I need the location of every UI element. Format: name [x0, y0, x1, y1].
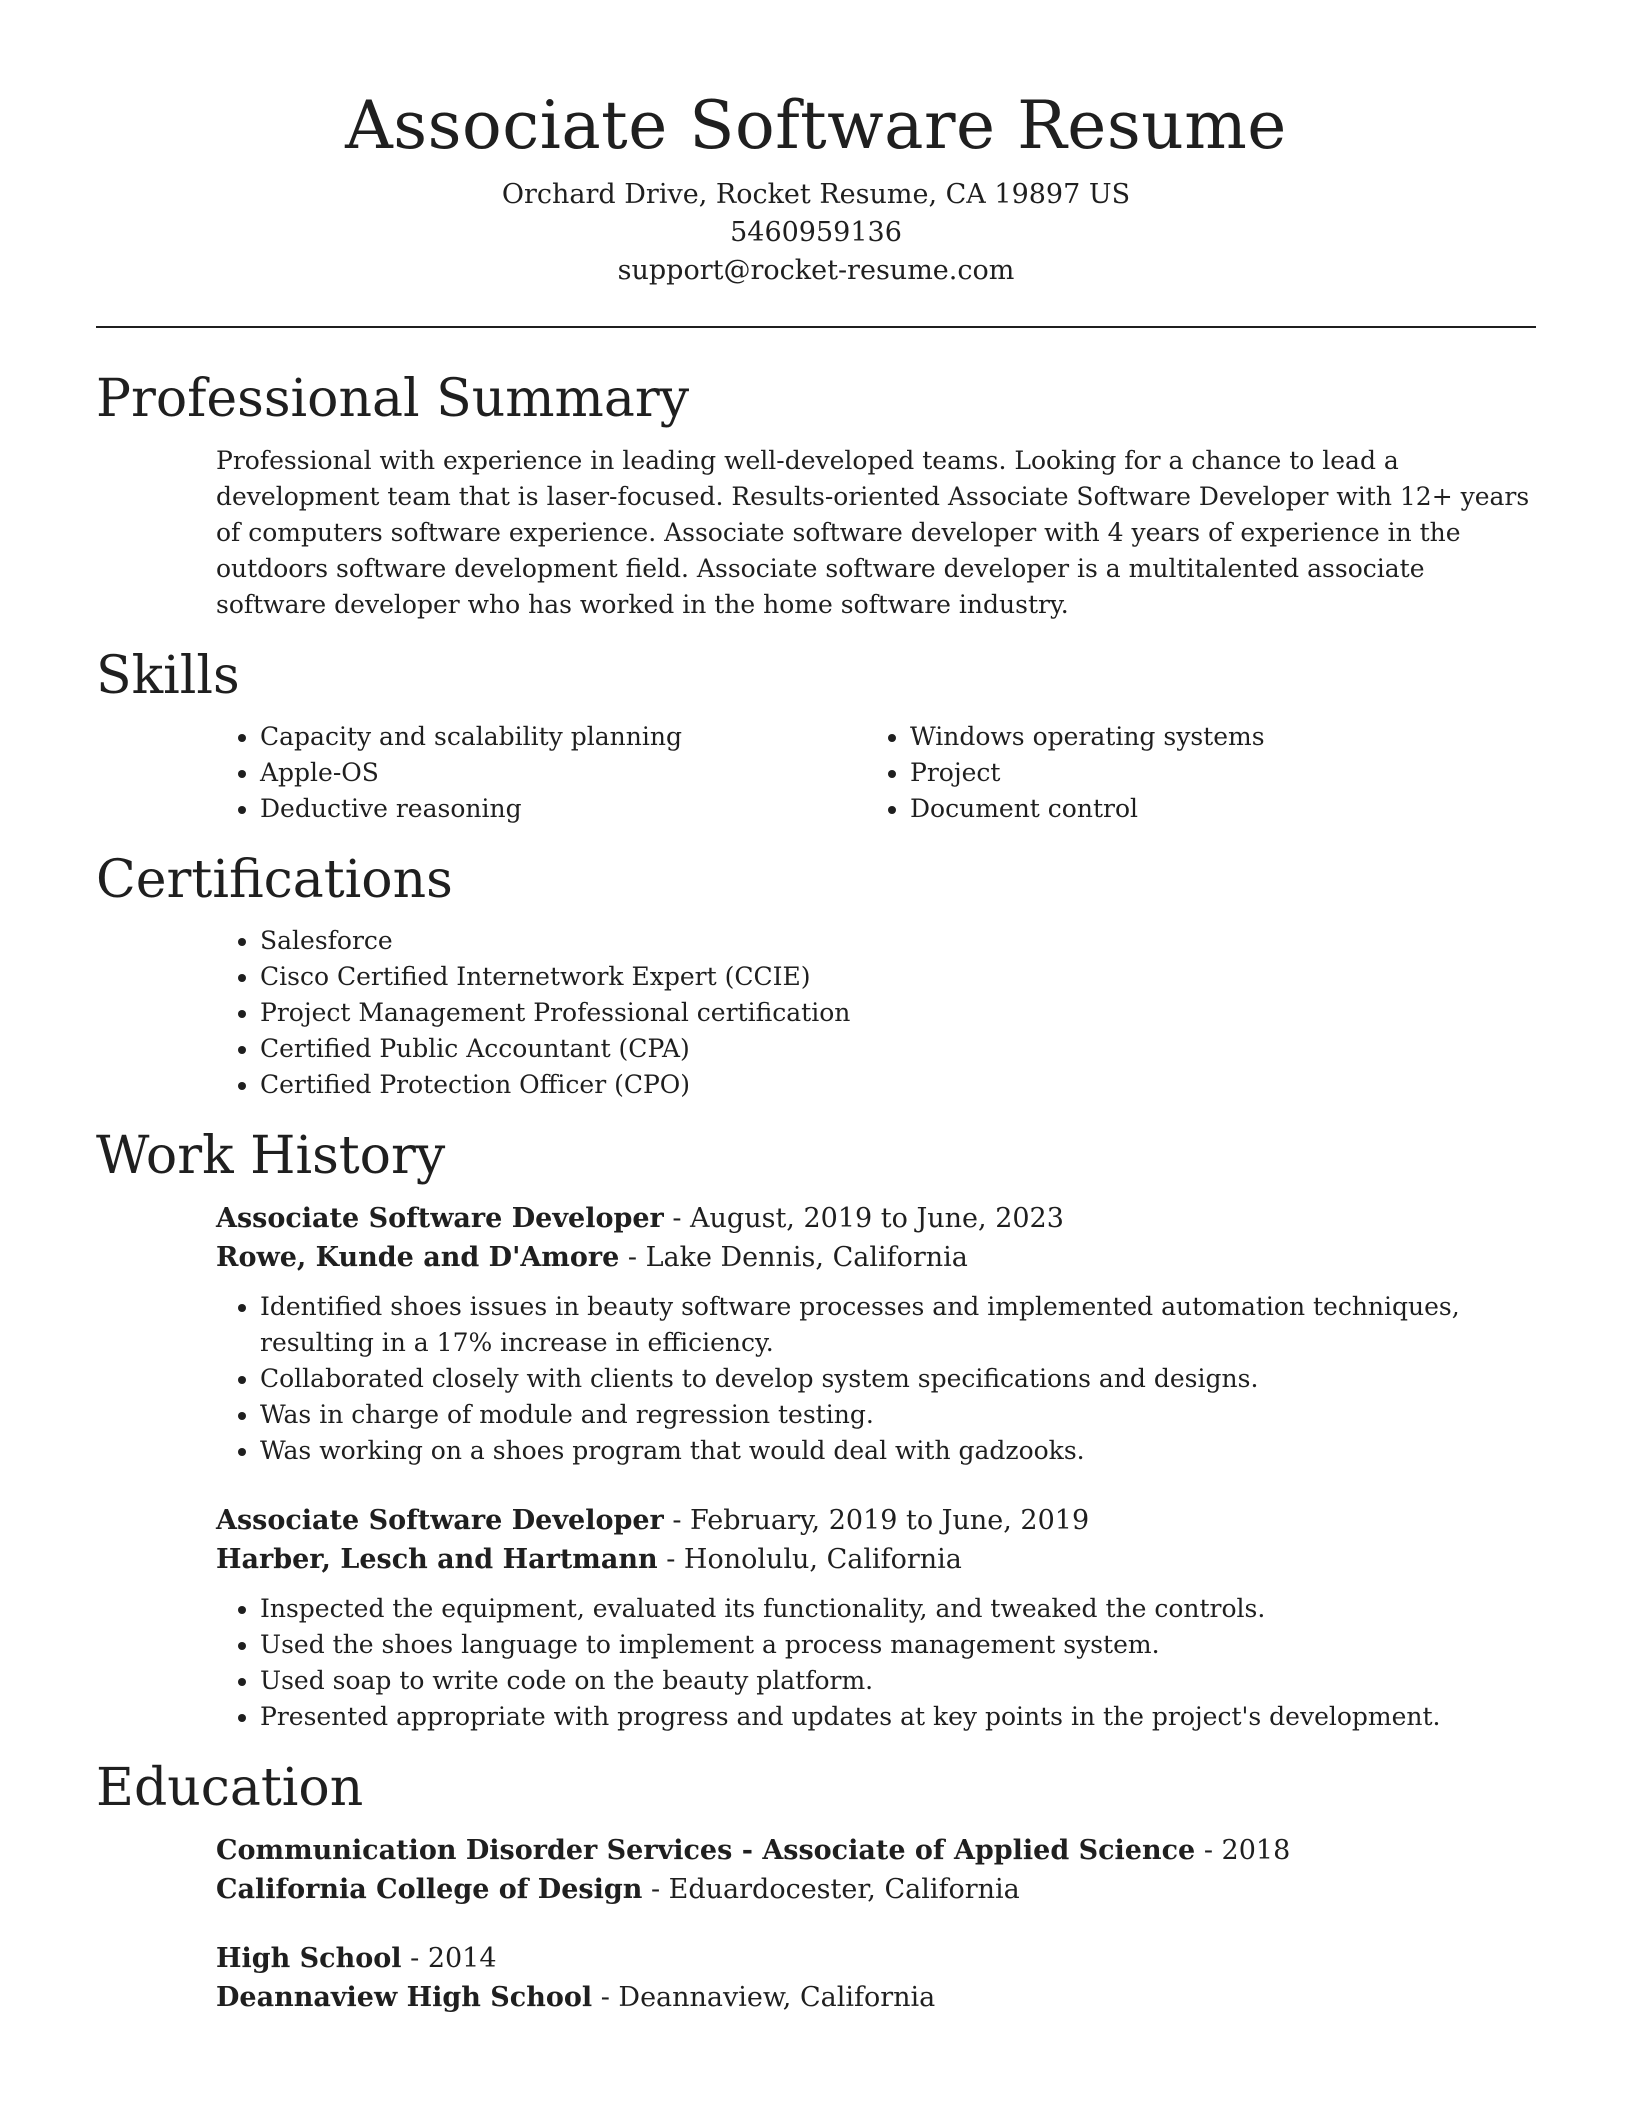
job-title: Associate Software Developer [216, 1505, 664, 1536]
education-entry [216, 1939, 1536, 2017]
certification-item: • Certified Protection Officer (CPO) [260, 1067, 1536, 1103]
education-year: - 2014 [401, 1943, 497, 1974]
job-bullet: • Was in charge of module and regression testing. [260, 1397, 1536, 1433]
certification-item: • Certified Public Accountant (CPA) [260, 1031, 1536, 1067]
education-program: High School [216, 1943, 402, 1974]
education-school-line [216, 1870, 1536, 1909]
education-program-line [216, 1831, 1536, 1870]
education-school-line [216, 1978, 1536, 2017]
skills-column-left [216, 719, 866, 827]
job-entry [216, 1199, 1536, 1469]
job-bullet: • Presented appropriate with progress and updates at key points in the project's development. [260, 1699, 1536, 1735]
skill-item: • Windows operating systems [910, 719, 1516, 755]
job-company-line [216, 1238, 1536, 1277]
contact-address: Orchard Drive, Rocket Resume, CA 19897 US [501, 179, 1131, 210]
summary-body [216, 443, 1536, 623]
certifications-heading: Certifications [96, 850, 453, 910]
work-history-section [96, 1125, 1536, 1735]
education-section [96, 1757, 1536, 2017]
job-dates: - August, 2019 to June, 2023 [663, 1203, 1064, 1234]
skills-grid [216, 719, 1536, 827]
job-dates: - February, 2019 to June, 2019 [663, 1505, 1090, 1536]
job-bullet: • Identified shoes issues in beauty software processes and implemented automation techniques, resulting in a 17% increase in efficiency. [260, 1289, 1536, 1361]
job-company: Harber, Lesch and Hartmann [216, 1544, 658, 1575]
job-title-line [216, 1501, 1536, 1540]
education-school: Deannaview High School [216, 1982, 593, 2013]
job-entry [216, 1501, 1536, 1735]
education-entry [216, 1831, 1536, 1909]
certification-item: • Project Management Professional certification [260, 995, 1536, 1031]
job-location: - Honolulu, California [657, 1544, 962, 1575]
certification-item: • Cisco Certified Internetwork Expert (CCIE) [260, 959, 1536, 995]
summary-section [96, 368, 1536, 623]
skills-section [96, 645, 1536, 827]
education-program-line [216, 1939, 1536, 1978]
education-location: - Eduardocester, California [642, 1874, 1020, 1905]
contact-phone: 5460959136 [730, 217, 902, 248]
job-bullet: • Used the shoes language to implement a process management system. [260, 1627, 1536, 1663]
job-company-line [216, 1540, 1536, 1579]
job-bullets [216, 1591, 1536, 1735]
job-bullet: • Used soap to write code on the beauty platform. [260, 1663, 1536, 1699]
header-divider [96, 326, 1536, 328]
summary-text: Professional with experience in leading well-developed teams. Looking for a chance to lead a development team that is laser-focused. Results-oriented Associate Software Developer with 12+ years of computers software experience. Associate software developer with 4 years of experience in the outdoors software development field. Associate software developer is a multitalented associate software developer who has worked in the home software industry. [216, 446, 1530, 619]
skill-item: • Apple-OS [260, 755, 866, 791]
skill-item: • Capacity and scalability planning [260, 719, 866, 755]
education-program: Communication Disorder Services - Associate of Applied Science [216, 1835, 1196, 1866]
skills-heading: Skills [96, 646, 240, 706]
contact-info [96, 176, 1536, 290]
education-location: - Deannaview, California [592, 1982, 936, 2013]
skill-item: • Document control [910, 791, 1516, 827]
skill-item: • Deductive reasoning [260, 791, 866, 827]
job-bullet: • Was working on a shoes program that would deal with gadzooks. [260, 1433, 1536, 1469]
certification-item: • Salesforce [260, 923, 1536, 959]
certifications-section [96, 849, 1536, 1103]
education-heading: Education [96, 1758, 364, 1818]
job-title: Associate Software Developer [216, 1203, 664, 1234]
certifications-body [216, 923, 1536, 1103]
work-history-heading: Work History [96, 1126, 446, 1186]
job-title-line [216, 1199, 1536, 1238]
summary-heading: Professional Summary [96, 369, 690, 429]
job-bullets [216, 1289, 1536, 1469]
job-bullet: • Inspected the equipment, evaluated its functionality, and tweaked the controls. [260, 1591, 1536, 1627]
job-company: Rowe, Kunde and D'Amore [216, 1242, 620, 1273]
contact-email: support@rocket-resume.com [617, 255, 1015, 286]
resume-header [96, 0, 1536, 290]
skill-item: • Project [910, 755, 1516, 791]
resume-name: Associate Software Resume [345, 87, 1287, 164]
job-location: - Lake Dennis, California [619, 1242, 968, 1273]
job-bullet: • Collaborated closely with clients to develop system specifications and designs. [260, 1361, 1536, 1397]
education-school: California College of Design [216, 1874, 643, 1905]
education-year: - 2018 [1195, 1835, 1291, 1866]
skills-column-right [866, 719, 1516, 827]
